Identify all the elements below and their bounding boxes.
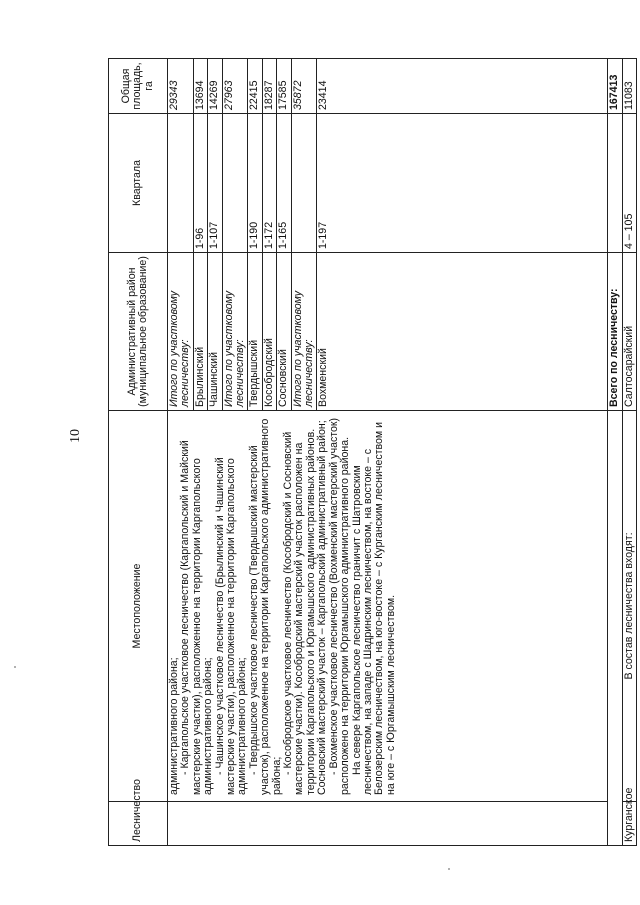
area-cell: 27963	[222, 59, 248, 114]
forestry-table	[108, 58, 637, 846]
header-location: Местоположение	[109, 411, 168, 802]
page-number: 10	[68, 429, 83, 443]
location-cell	[168, 411, 608, 802]
total-label: Всего по лесничеству:	[608, 253, 622, 411]
total-row	[608, 59, 622, 846]
location-cell: В состав лесничества входят:	[622, 411, 636, 802]
district-cell: Брылинский	[193, 253, 207, 411]
district-cell: Кособродский	[262, 253, 276, 411]
table-header-row	[109, 59, 168, 846]
area-cell: 29343	[168, 59, 194, 114]
area-cell: 35872	[291, 59, 317, 114]
quarters-cell	[168, 114, 194, 253]
forestry-cell	[168, 802, 608, 846]
location-line: На севере Каргапольское лесничество граничит с Шатровским лесничеством, на западе с Шадринским лесничеством, на востоке – с Белозерским лесничеством, на юго-востоке – с Курганским лесничеством и на юге – с Юргамышским лесничеством.	[350, 421, 397, 795]
district-cell: Итого по участковому лесничеству:	[168, 253, 194, 411]
table-row	[622, 59, 636, 846]
area-cell: 13694	[193, 59, 207, 114]
quarters-cell: 1-107	[208, 114, 222, 253]
table-container	[108, 59, 635, 846]
location-line: - Вохменское участковое лесничество (Вохменский мастерский участок) расположено на территории Юргамышского административного района.	[327, 417, 352, 795]
area-cell: 22415	[248, 59, 262, 114]
quarters-cell: 1-197	[317, 114, 608, 253]
district-cell: Салтосарайский	[622, 253, 636, 411]
district-cell: Твердышский	[248, 253, 262, 411]
quarters-cell: 1-190	[248, 114, 262, 253]
location-line: - Чашинское участковое лесничество (Брылинский и Чашинский мастерские участки), расположенное на территории Каргапольского административного района;	[213, 457, 249, 795]
table-row	[168, 59, 194, 846]
quarters-cell	[222, 114, 248, 253]
total-quarters	[608, 114, 622, 253]
district-cell: Чашинский	[208, 253, 222, 411]
total-spacer	[608, 411, 622, 846]
area-cell: 23414	[317, 59, 608, 114]
location-line: - Твердышское участковое лесничество (Твердышский мастерский участок), расположенное на территории Каргапольского административного района;	[247, 418, 283, 795]
header-area: Общая площадь, га	[109, 59, 168, 114]
district-cell: Итого по участковому лесничеству:	[291, 253, 317, 411]
district-cell: Вохменский	[317, 253, 608, 411]
total-area: 167413	[608, 59, 622, 114]
quarters-cell	[291, 114, 317, 253]
quarters-cell: 4 – 105	[622, 114, 636, 253]
header-forestry: Лесничество	[109, 802, 168, 846]
header-district: Административный район (муниципальное образование)	[109, 253, 168, 411]
district-cell: Итого по участковому лесничеству:	[222, 253, 248, 411]
area-cell: 14269	[208, 59, 222, 114]
location-line: - Каргапольское участковое лесничество (Каргапольский и Майский мастерские участки), расположенное на территории Каргапольского административного района;	[179, 440, 215, 795]
area-cell: 17585	[277, 59, 291, 114]
header-quarters: Квартала	[109, 114, 168, 253]
quarters-cell: 1-172	[262, 114, 276, 253]
area-cell: 11083	[622, 59, 636, 114]
district-cell: Сосновский	[277, 253, 291, 411]
scan-speck	[14, 666, 16, 668]
area-cell: 18287	[262, 59, 276, 114]
forestry-cell: Курганское	[622, 802, 636, 846]
quarters-cell: 1-165	[277, 114, 291, 253]
location-line: - Кособродское участковое лесничество (Кособродский и Сосновский мастерские участки). Кособродский мастерский участок расположен на территории Каргапольского и Юргамышского административных районов. Сосновский мастерский участок – Каргапольский административный район;	[282, 420, 329, 795]
location-line: административного района;	[168, 657, 180, 795]
quarters-cell: 1-96	[193, 114, 207, 253]
scan-speck	[448, 868, 450, 870]
